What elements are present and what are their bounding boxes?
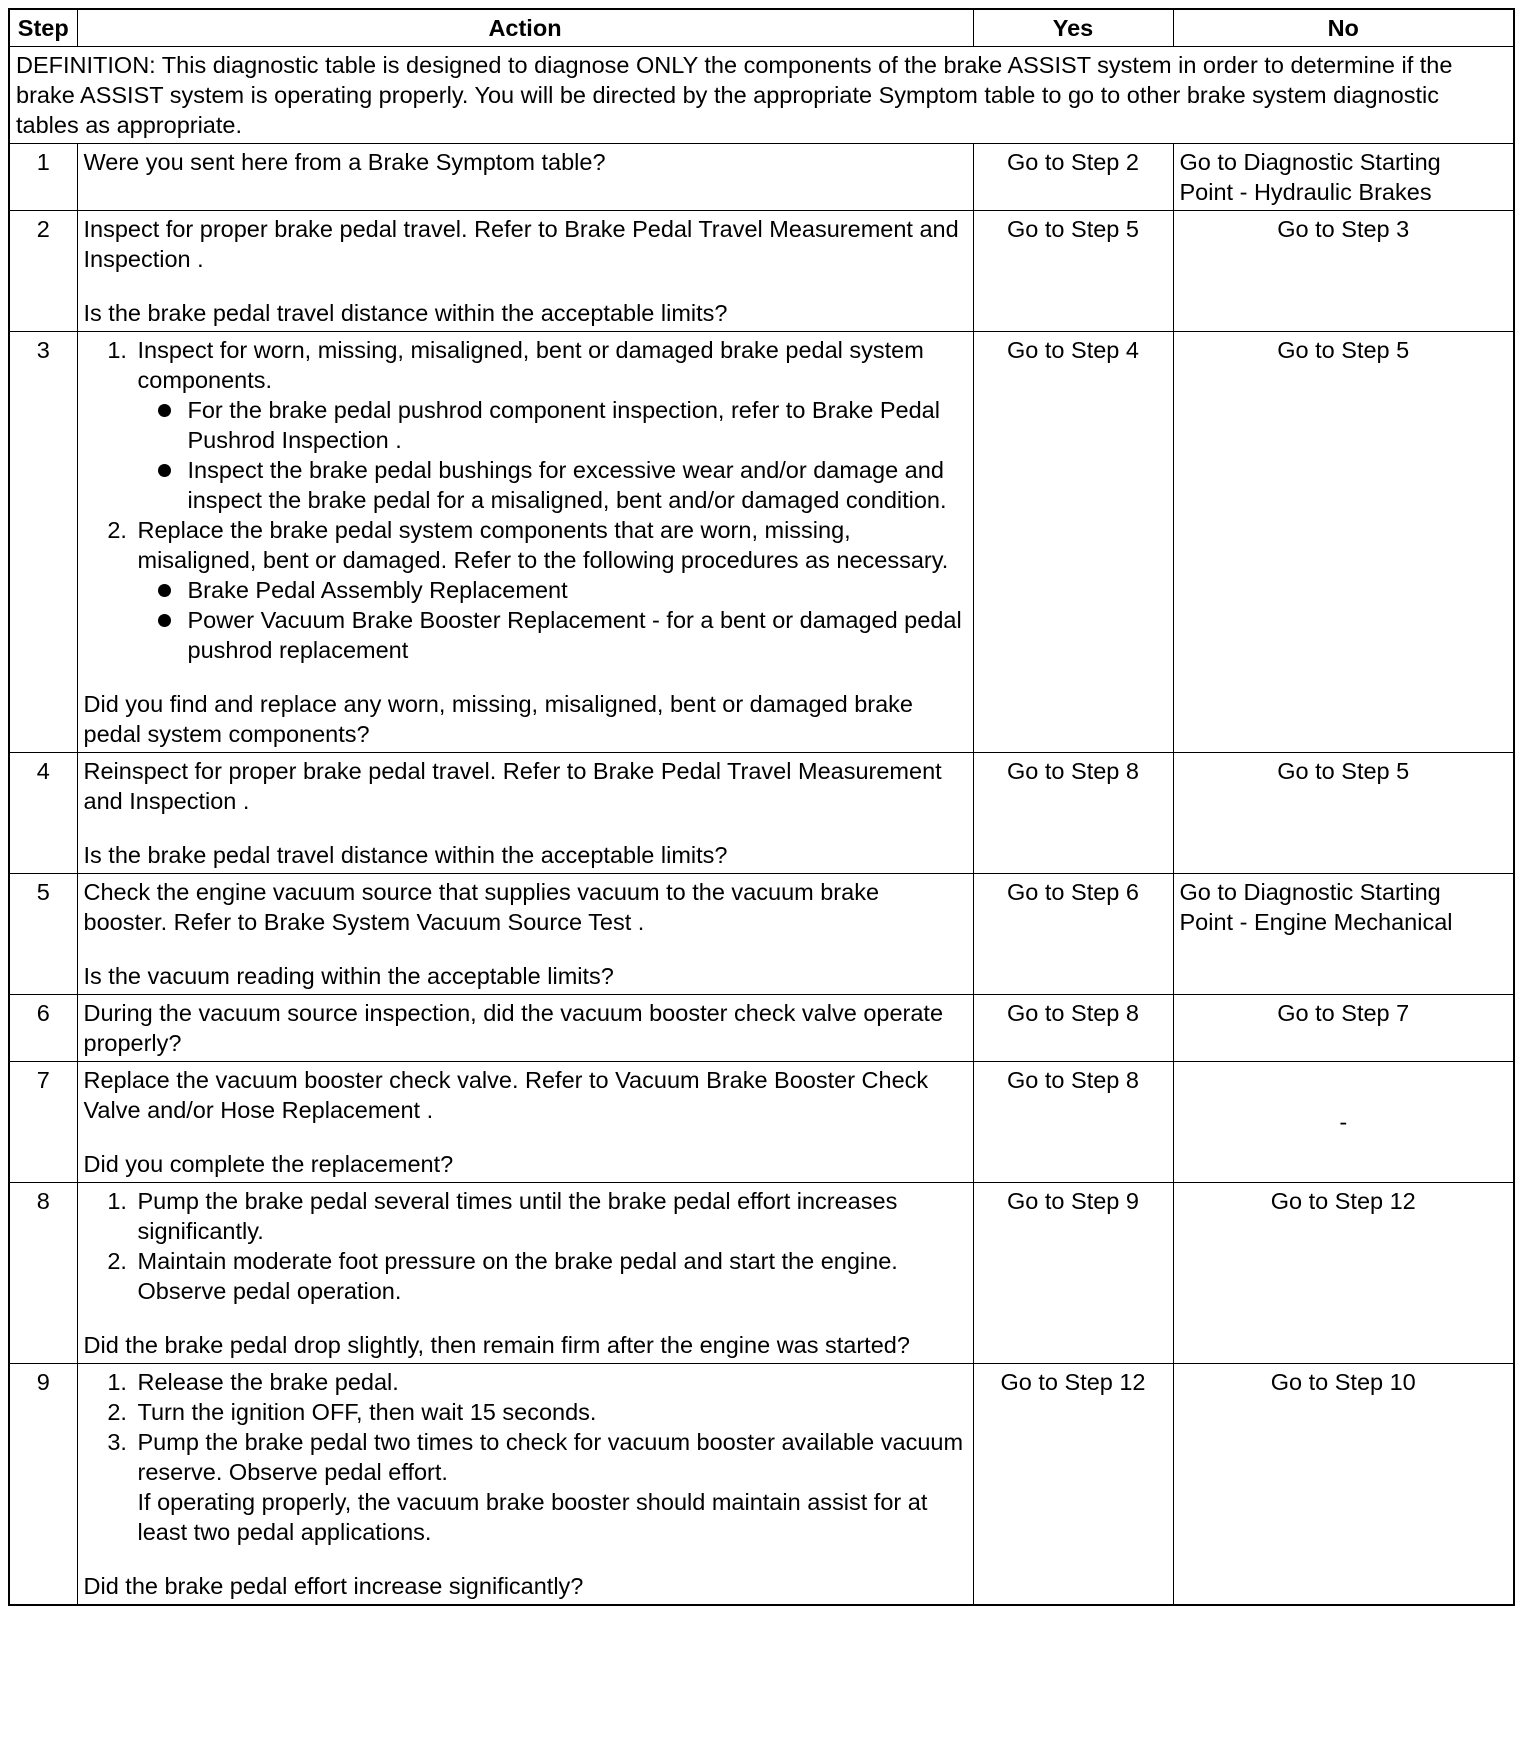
action-question: Did the brake pedal effort increase significantly? bbox=[83, 1573, 584, 1599]
bullet-list bbox=[138, 575, 967, 665]
table-row-step-7 bbox=[9, 1062, 1514, 1183]
no-cell: Go to Step 10 bbox=[1173, 1364, 1514, 1606]
diagnostic-table bbox=[8, 8, 1515, 1606]
action-cell bbox=[77, 1062, 973, 1183]
no-cell bbox=[1173, 874, 1514, 995]
yes-cell: Go to Step 8 bbox=[973, 753, 1173, 874]
action-cell bbox=[77, 753, 973, 874]
list-item: 2. Turn the ignition OFF, then wait 15 seconds. bbox=[134, 1397, 967, 1427]
no-cell: Go to Step 7 bbox=[1173, 995, 1514, 1062]
bullet-item: Power Vacuum Brake Booster Replacement - for a bent or damaged pedal pushrod replacement bbox=[188, 605, 967, 665]
action-cell bbox=[77, 211, 973, 332]
table-row-step-1 bbox=[9, 144, 1514, 211]
action-question: Did the brake pedal drop slightly, then remain firm after the engine was started? bbox=[83, 1332, 910, 1358]
no-cell: Go to Step 5 bbox=[1173, 753, 1514, 874]
table-row-step-4 bbox=[9, 753, 1514, 874]
list-item: 2. Maintain moderate foot pressure on the brake pedal and start the engine. Observe pedal operation. bbox=[134, 1246, 967, 1306]
yes-cell: Go to Step 12 bbox=[973, 1364, 1173, 1606]
yes-cell: Go to Step 6 bbox=[973, 874, 1173, 995]
yes-cell: Go to Step 4 bbox=[973, 332, 1173, 753]
table-row-step-3 bbox=[9, 332, 1514, 753]
table-row-step-5 bbox=[9, 874, 1514, 995]
step-number: 1 bbox=[9, 144, 77, 211]
no-cell bbox=[1173, 144, 1514, 211]
no-cell: - bbox=[1173, 1062, 1514, 1183]
list-item-note: If operating properly, the vacuum brake booster should maintain assist for at least two pedal applications. bbox=[137, 1489, 928, 1545]
definition-text: DEFINITION: This diagnostic table is designed to diagnose ONLY the components of the brake ASSIST system in order to determine if the brake ASSIST system is operating properly. You will be directed by the appropriate Symptom table to go to other brake system diagnostic tables as appropriate. bbox=[9, 47, 1514, 144]
table-row-step-8 bbox=[9, 1183, 1514, 1364]
step-number: 6 bbox=[9, 995, 77, 1062]
list-item bbox=[134, 515, 967, 665]
table-row-step-2 bbox=[9, 211, 1514, 332]
no-cell: Go to Step 5 bbox=[1173, 332, 1514, 753]
no-line: Point - Engine Mechanical bbox=[1179, 909, 1453, 935]
bullet-item: Brake Pedal Assembly Replacement bbox=[188, 575, 967, 605]
definition-row bbox=[9, 47, 1514, 144]
header-action: Action bbox=[77, 9, 973, 47]
numbered-list bbox=[84, 1367, 967, 1547]
step-number: 9 bbox=[9, 1364, 77, 1606]
action-text: Inspect for proper brake pedal travel. Refer to Brake Pedal Travel Measurement and Inspection . bbox=[83, 216, 959, 272]
action-cell bbox=[77, 332, 973, 753]
list-item-text: Pump the brake pedal two times to check for vacuum booster available vacuum reserve. Observe pedal effort. bbox=[137, 1429, 964, 1485]
yes-cell: Go to Step 5 bbox=[973, 211, 1173, 332]
numbered-list bbox=[84, 1186, 967, 1306]
yes-cell: Go to Step 8 bbox=[973, 995, 1173, 1062]
header-yes: Yes bbox=[973, 9, 1173, 47]
step-number: 7 bbox=[9, 1062, 77, 1183]
bullet-item: Inspect the brake pedal bushings for excessive wear and/or damage and inspect the brake pedal for a misaligned, bent and/or damaged condition. bbox=[188, 455, 967, 515]
step-number: 5 bbox=[9, 874, 77, 995]
header-no: No bbox=[1173, 9, 1514, 47]
table-row-step-6 bbox=[9, 995, 1514, 1062]
bullet-item: For the brake pedal pushrod component inspection, refer to Brake Pedal Pushrod Inspection . bbox=[188, 395, 967, 455]
action-cell bbox=[77, 874, 973, 995]
step-number: 3 bbox=[9, 332, 77, 753]
yes-cell: Go to Step 2 bbox=[973, 144, 1173, 211]
action-question: Is the brake pedal travel distance within the acceptable limits? bbox=[83, 300, 728, 326]
bullet-list bbox=[138, 395, 967, 515]
header-step: Step bbox=[9, 9, 77, 47]
numbered-list bbox=[84, 335, 967, 665]
action-text: Replace the vacuum booster check valve. Refer to Vacuum Brake Booster Check Valve and/or Hose Replacement . bbox=[83, 1067, 929, 1123]
list-item bbox=[134, 1427, 967, 1547]
list-item-text: Replace the brake pedal system components that are worn, missing, misaligned, bent or damaged. Refer to the following procedures as necessary. bbox=[137, 517, 949, 573]
no-cell: Go to Step 12 bbox=[1173, 1183, 1514, 1364]
action-question: Is the brake pedal travel distance within the acceptable limits? bbox=[83, 842, 728, 868]
action-text: Were you sent here from a Brake Symptom table? bbox=[83, 149, 606, 175]
action-text: Reinspect for proper brake pedal travel. Refer to Brake Pedal Travel Measurement and Inspection . bbox=[83, 758, 942, 814]
action-cell bbox=[77, 1364, 973, 1606]
yes-cell: Go to Step 9 bbox=[973, 1183, 1173, 1364]
table-row-step-9 bbox=[9, 1364, 1514, 1606]
action-question: Is the vacuum reading within the acceptable limits? bbox=[83, 963, 614, 989]
list-item bbox=[134, 335, 967, 515]
action-question: Did you find and replace any worn, missing, misaligned, bent or damaged brake pedal system components? bbox=[83, 691, 913, 747]
step-number: 8 bbox=[9, 1183, 77, 1364]
list-item-text: Inspect for worn, missing, misaligned, bent or damaged brake pedal system components. bbox=[137, 337, 924, 393]
list-item: 1. Release the brake pedal. bbox=[134, 1367, 967, 1397]
yes-cell: Go to Step 8 bbox=[973, 1062, 1173, 1183]
action-text: Check the engine vacuum source that supplies vacuum to the vacuum brake booster. Refer to Brake System Vacuum Source Test . bbox=[83, 879, 880, 935]
no-cell: Go to Step 3 bbox=[1173, 211, 1514, 332]
header-row bbox=[9, 9, 1514, 47]
action-cell bbox=[77, 1183, 973, 1364]
action-cell bbox=[77, 995, 973, 1062]
action-cell bbox=[77, 144, 973, 211]
list-item: 1. Pump the brake pedal several times until the brake pedal effort increases significantly. bbox=[134, 1186, 967, 1246]
step-number: 2 bbox=[9, 211, 77, 332]
action-text: During the vacuum source inspection, did the vacuum booster check valve operate properly? bbox=[83, 1000, 944, 1056]
no-line: Point - Hydraulic Brakes bbox=[1179, 179, 1432, 205]
no-line: Go to Diagnostic Starting bbox=[1179, 879, 1441, 905]
no-line: Go to Diagnostic Starting bbox=[1179, 149, 1441, 175]
action-question: Did you complete the replacement? bbox=[83, 1151, 454, 1177]
step-number: 4 bbox=[9, 753, 77, 874]
